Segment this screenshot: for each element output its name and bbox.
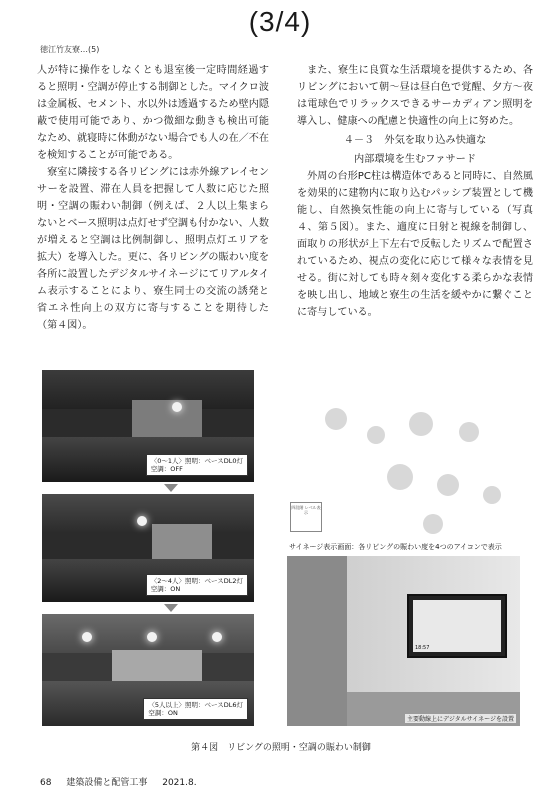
right-column [297,62,533,321]
living-photo-5-plus [42,614,254,726]
issue-date: 2021.8. [162,778,197,788]
signage-display [407,594,507,658]
right-paragraph-1: また、寮生に良質な生活環境を提供するため、各リビングにおいて朝～昼は昼白色で覚醒、夕方～夜は電球色でリラックスできるサーカディアン照明を導入し、健康への配慮と快適性の向上に努めた。 [297,65,533,127]
arrow-down-icon [164,484,178,492]
left-paragraph-1: 人が特に操作をしなくとも退室後一定時間経過すると照明・空調が停止する制御とした。マイクロ波は金属板、セメント、水以外は透過するため壁内隠蔽で使用可能であり、かつ微細な動きも検出可能なため、就寝時に体動がない場合でも人の在／不在を検知することが可能である。 [37,65,269,161]
photo-label-2-4: 〈2～4人〉照明：ベースDL2灯 空調：ON [146,574,248,596]
signage-label: サイネージ表示画面：各リビングの賑わい度を4つのアイコンで表示 [289,543,502,551]
page-number: 68 [40,778,52,788]
photo-label-0-1: 〈0～1人〉照明：ベースDL0灯 空調：OFF [146,454,248,476]
figure-caption: 第４図 リビングの照明・空調の賑わい制御 [191,743,371,753]
right-paragraph-2: 外周の台形PC柱は構造体であると同時に、自然風を効果的に建物内に取り込むパッシブ装置として機能し、自然換気性能の向上に寄与している（写真４、第５図）。また、適度に日射と視線を制御し、面取りの形状が上下左右で反転したリズムで配置されているため、視点の変化に応じて様々な表情を見せる。街に対しても時々刻々変化する柔らかな表情を映し出し、地域と寮生の生活を緩やかに繋ぐことに寄与している。 [297,171,533,318]
photo-label-5-plus: 〈5人以上〉照明：ベースDL6灯 空調：ON [143,698,248,720]
signage-wall-photo [287,556,520,726]
figure-4 [42,370,520,754]
page-footer [40,775,209,788]
left-column [37,62,269,334]
journal-name: 建築設備と配管工事 [66,778,148,788]
section-number: ４－３ 外気を取り込み快適な [343,135,487,146]
arrow-down-icon [164,604,178,612]
notice-icon: 四段階 レベル表示 [290,502,322,532]
page-marker: (3/4) [248,6,312,37]
running-head: 徳江竹友寮…(5) [40,45,100,54]
living-photo-2-4 [42,494,254,602]
screen-time: 18:57 [415,645,430,651]
wall-photo-caption: 主要動線上にデジタルサイネージを設置 [406,716,514,723]
left-paragraph-2: 寮室に隣接する各リビングには赤外線アレイセンサーを設置、滞在人員を把握して人数に応じた照明・空調の賑わい制御（例えば、２人以上集まらないとベース照明は点灯せず空調も付かない、人数が増えると空調は比例制御し、照明点灯エリアを拡大）を導入した。更に、各リビングの賑わい度を各所に設置したデジタルサイネージにてリアルタイム表示することにより、寮生同士の交流の誘発と省エネ性向上の双方に寄与することを期待した（第４図）。 [37,167,269,331]
section-title: 内部環境を生むファサード [353,154,477,165]
living-photo-0-1 [42,370,254,482]
